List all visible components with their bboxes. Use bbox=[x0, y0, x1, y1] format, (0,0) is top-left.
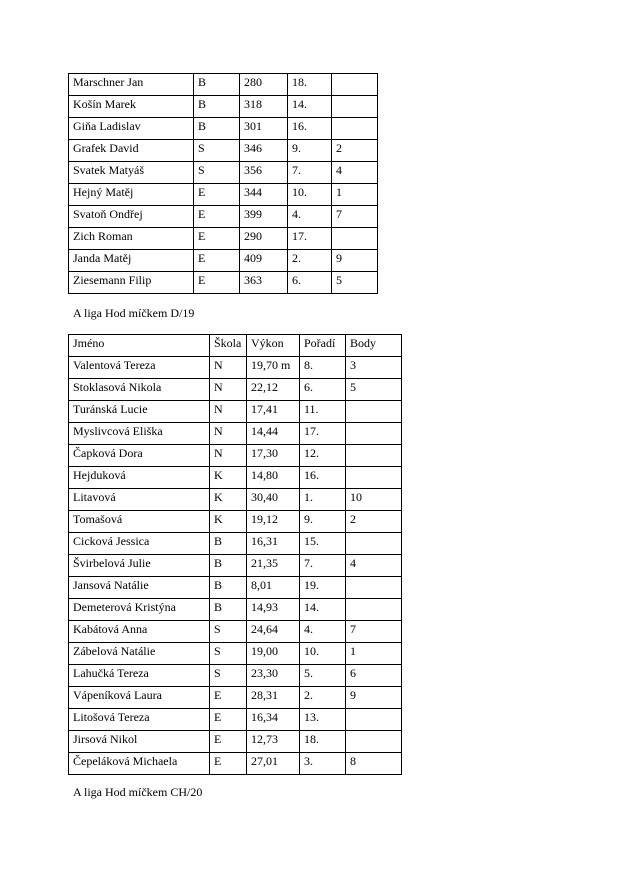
rank-cell: 16. bbox=[288, 118, 332, 140]
school-cell: S bbox=[210, 665, 247, 687]
points-cell: 5 bbox=[346, 379, 402, 401]
rank-cell: 11. bbox=[300, 401, 346, 423]
rank-cell: 4. bbox=[288, 206, 332, 228]
points-cell bbox=[346, 577, 402, 599]
school-cell: K bbox=[210, 511, 247, 533]
table-header-row bbox=[69, 335, 402, 357]
name-cell: Stoklasová Nikola bbox=[69, 379, 210, 401]
table-row bbox=[69, 228, 378, 250]
table-row bbox=[69, 357, 402, 379]
school-cell: B bbox=[210, 555, 247, 577]
result-cell: 28,31 bbox=[247, 687, 300, 709]
rank-cell: 4. bbox=[300, 621, 346, 643]
table-row bbox=[69, 665, 402, 687]
points-cell: 7 bbox=[346, 621, 402, 643]
rank-cell: 19. bbox=[300, 577, 346, 599]
table-row bbox=[69, 423, 402, 445]
points-cell: 2 bbox=[332, 140, 378, 162]
result-cell: 21,35 bbox=[247, 555, 300, 577]
school-cell: S bbox=[210, 621, 247, 643]
school-cell: K bbox=[210, 489, 247, 511]
result-cell: 14,44 bbox=[247, 423, 300, 445]
name-cell: Kabátová Anna bbox=[69, 621, 210, 643]
result-cell: 16,34 bbox=[247, 709, 300, 731]
points-cell: 4 bbox=[332, 162, 378, 184]
points-cell bbox=[332, 96, 378, 118]
name-cell: Litavová bbox=[69, 489, 210, 511]
table-row bbox=[69, 555, 402, 577]
result-cell: 399 bbox=[240, 206, 288, 228]
school-cell: N bbox=[210, 379, 247, 401]
result-cell: 290 bbox=[240, 228, 288, 250]
points-cell bbox=[332, 118, 378, 140]
school-cell: B bbox=[194, 118, 240, 140]
school-cell: B bbox=[194, 74, 240, 96]
name-cell: Hejduková bbox=[69, 467, 210, 489]
result-cell: 280 bbox=[240, 74, 288, 96]
name-cell: Čapková Dora bbox=[69, 445, 210, 467]
name-cell: Turánská Lucie bbox=[69, 401, 210, 423]
school-cell: E bbox=[194, 272, 240, 294]
rank-cell: 10. bbox=[300, 643, 346, 665]
name-cell: Tomašová bbox=[69, 511, 210, 533]
rank-cell: 18. bbox=[288, 74, 332, 96]
rank-cell: 17. bbox=[300, 423, 346, 445]
school-cell: S bbox=[194, 162, 240, 184]
points-cell: 1 bbox=[346, 643, 402, 665]
points-cell: 5 bbox=[332, 272, 378, 294]
rank-cell: 18. bbox=[300, 731, 346, 753]
school-cell: N bbox=[210, 445, 247, 467]
table-row bbox=[69, 599, 402, 621]
school-cell: K bbox=[210, 467, 247, 489]
table-row bbox=[69, 643, 402, 665]
table-row bbox=[69, 74, 378, 96]
rank-cell: 16. bbox=[300, 467, 346, 489]
name-cell: Giňa Ladislav bbox=[69, 118, 194, 140]
points-cell: 1 bbox=[332, 184, 378, 206]
points-cell bbox=[346, 445, 402, 467]
points-cell bbox=[346, 467, 402, 489]
school-cell: B bbox=[194, 96, 240, 118]
results-table-upper bbox=[68, 73, 378, 294]
rank-cell: 6. bbox=[300, 379, 346, 401]
rank-cell: 10. bbox=[288, 184, 332, 206]
school-cell: S bbox=[210, 643, 247, 665]
points-cell: 9 bbox=[346, 687, 402, 709]
name-cell: Cicková Jessica bbox=[69, 533, 210, 555]
name-cell: Ziesemann Filip bbox=[69, 272, 194, 294]
rank-cell: 7. bbox=[300, 555, 346, 577]
rank-cell: 14. bbox=[288, 96, 332, 118]
points-cell: 9 bbox=[332, 250, 378, 272]
name-cell: Čepeláková Michaela bbox=[69, 753, 210, 775]
section-caption-d19: A liga Hod míčkem D/19 bbox=[73, 306, 195, 320]
table-row bbox=[69, 753, 402, 775]
result-cell: 16,31 bbox=[247, 533, 300, 555]
table-row bbox=[69, 379, 402, 401]
table-row bbox=[69, 709, 402, 731]
result-cell: 17,30 bbox=[247, 445, 300, 467]
points-cell: 10 bbox=[346, 489, 402, 511]
result-cell: 8,01 bbox=[247, 577, 300, 599]
points-cell bbox=[346, 401, 402, 423]
result-cell: 356 bbox=[240, 162, 288, 184]
school-cell: E bbox=[210, 753, 247, 775]
name-cell: Janda Matěj bbox=[69, 250, 194, 272]
result-cell: 14,93 bbox=[247, 599, 300, 621]
result-cell: 346 bbox=[240, 140, 288, 162]
table-row bbox=[69, 184, 378, 206]
name-cell: Vápeníková Laura bbox=[69, 687, 210, 709]
school-cell: N bbox=[210, 401, 247, 423]
name-cell: Zábelová Natálie bbox=[69, 643, 210, 665]
name-cell: Grafek David bbox=[69, 140, 194, 162]
name-cell: Švirbelová Julie bbox=[69, 555, 210, 577]
name-cell: Zich Roman bbox=[69, 228, 194, 250]
school-cell: E bbox=[210, 687, 247, 709]
points-cell: 6 bbox=[346, 665, 402, 687]
result-cell: 19,00 bbox=[247, 643, 300, 665]
section-caption-ch20: A liga Hod míčkem CH/20 bbox=[73, 785, 203, 799]
school-cell: E bbox=[210, 709, 247, 731]
name-cell: Demeterová Kristýna bbox=[69, 599, 210, 621]
result-cell: 344 bbox=[240, 184, 288, 206]
result-cell: 409 bbox=[240, 250, 288, 272]
school-cell: N bbox=[210, 357, 247, 379]
table-row bbox=[69, 445, 402, 467]
name-cell: Myslivcová Eliška bbox=[69, 423, 210, 445]
rank-cell: 6. bbox=[288, 272, 332, 294]
results-table-d19 bbox=[68, 334, 402, 775]
name-cell: Jansová Natálie bbox=[69, 577, 210, 599]
rank-cell: 3. bbox=[300, 753, 346, 775]
table-row bbox=[69, 731, 402, 753]
column-header: Body bbox=[346, 335, 402, 357]
points-cell bbox=[346, 599, 402, 621]
table-row bbox=[69, 533, 402, 555]
table-row bbox=[69, 272, 378, 294]
name-cell: Hejný Matěj bbox=[69, 184, 194, 206]
school-cell: B bbox=[210, 577, 247, 599]
school-cell: E bbox=[210, 731, 247, 753]
name-cell: Svatoň Ondřej bbox=[69, 206, 194, 228]
school-cell: B bbox=[210, 599, 247, 621]
result-cell: 23,30 bbox=[247, 665, 300, 687]
school-cell: N bbox=[210, 423, 247, 445]
points-cell bbox=[332, 74, 378, 96]
school-cell: E bbox=[194, 250, 240, 272]
school-cell: E bbox=[194, 184, 240, 206]
name-cell: Jirsová Nikol bbox=[69, 731, 210, 753]
table-row bbox=[69, 250, 378, 272]
rank-cell: 1. bbox=[300, 489, 346, 511]
rank-cell: 7. bbox=[288, 162, 332, 184]
result-cell: 363 bbox=[240, 272, 288, 294]
table-row bbox=[69, 401, 402, 423]
name-cell: Košín Marek bbox=[69, 96, 194, 118]
result-cell: 30,40 bbox=[247, 489, 300, 511]
rank-cell: 9. bbox=[300, 511, 346, 533]
school-cell: B bbox=[210, 533, 247, 555]
result-cell: 27,01 bbox=[247, 753, 300, 775]
points-cell bbox=[332, 228, 378, 250]
rank-cell: 8. bbox=[300, 357, 346, 379]
rank-cell: 15. bbox=[300, 533, 346, 555]
rank-cell: 5. bbox=[300, 665, 346, 687]
school-cell: E bbox=[194, 228, 240, 250]
rank-cell: 13. bbox=[300, 709, 346, 731]
result-cell: 22,12 bbox=[247, 379, 300, 401]
points-cell bbox=[346, 533, 402, 555]
table-row bbox=[69, 489, 402, 511]
result-cell: 318 bbox=[240, 96, 288, 118]
table-row bbox=[69, 467, 402, 489]
rank-cell: 2. bbox=[288, 250, 332, 272]
school-cell: E bbox=[194, 206, 240, 228]
result-cell: 301 bbox=[240, 118, 288, 140]
rank-cell: 9. bbox=[288, 140, 332, 162]
result-cell: 24,64 bbox=[247, 621, 300, 643]
column-header: Jméno bbox=[69, 335, 210, 357]
result-cell: 19,12 bbox=[247, 511, 300, 533]
points-cell: 4 bbox=[346, 555, 402, 577]
rank-cell: 12. bbox=[300, 445, 346, 467]
table-row bbox=[69, 96, 378, 118]
column-header: Pořadí bbox=[300, 335, 346, 357]
points-cell bbox=[346, 423, 402, 445]
result-cell: 14,80 bbox=[247, 467, 300, 489]
rank-cell: 2. bbox=[300, 687, 346, 709]
table-row bbox=[69, 162, 378, 184]
column-header: Škola bbox=[210, 335, 247, 357]
table-row bbox=[69, 687, 402, 709]
name-cell: Svatek Matyáš bbox=[69, 162, 194, 184]
rank-cell: 14. bbox=[300, 599, 346, 621]
name-cell: Litošová Tereza bbox=[69, 709, 210, 731]
name-cell: Marschner Jan bbox=[69, 74, 194, 96]
points-cell bbox=[346, 731, 402, 753]
points-cell: 2 bbox=[346, 511, 402, 533]
name-cell: Lahučká Tereza bbox=[69, 665, 210, 687]
school-cell: S bbox=[194, 140, 240, 162]
table-row bbox=[69, 140, 378, 162]
points-cell: 7 bbox=[332, 206, 378, 228]
result-cell: 17,41 bbox=[247, 401, 300, 423]
table-row bbox=[69, 577, 402, 599]
table-row bbox=[69, 511, 402, 533]
points-cell bbox=[346, 709, 402, 731]
column-header: Výkon bbox=[247, 335, 300, 357]
result-cell: 12,73 bbox=[247, 731, 300, 753]
table-row bbox=[69, 118, 378, 140]
points-cell: 3 bbox=[346, 357, 402, 379]
table-row bbox=[69, 621, 402, 643]
result-cell: 19,70 m bbox=[247, 357, 300, 379]
name-cell: Valentová Tereza bbox=[69, 357, 210, 379]
rank-cell: 17. bbox=[288, 228, 332, 250]
table-row bbox=[69, 206, 378, 228]
points-cell: 8 bbox=[346, 753, 402, 775]
